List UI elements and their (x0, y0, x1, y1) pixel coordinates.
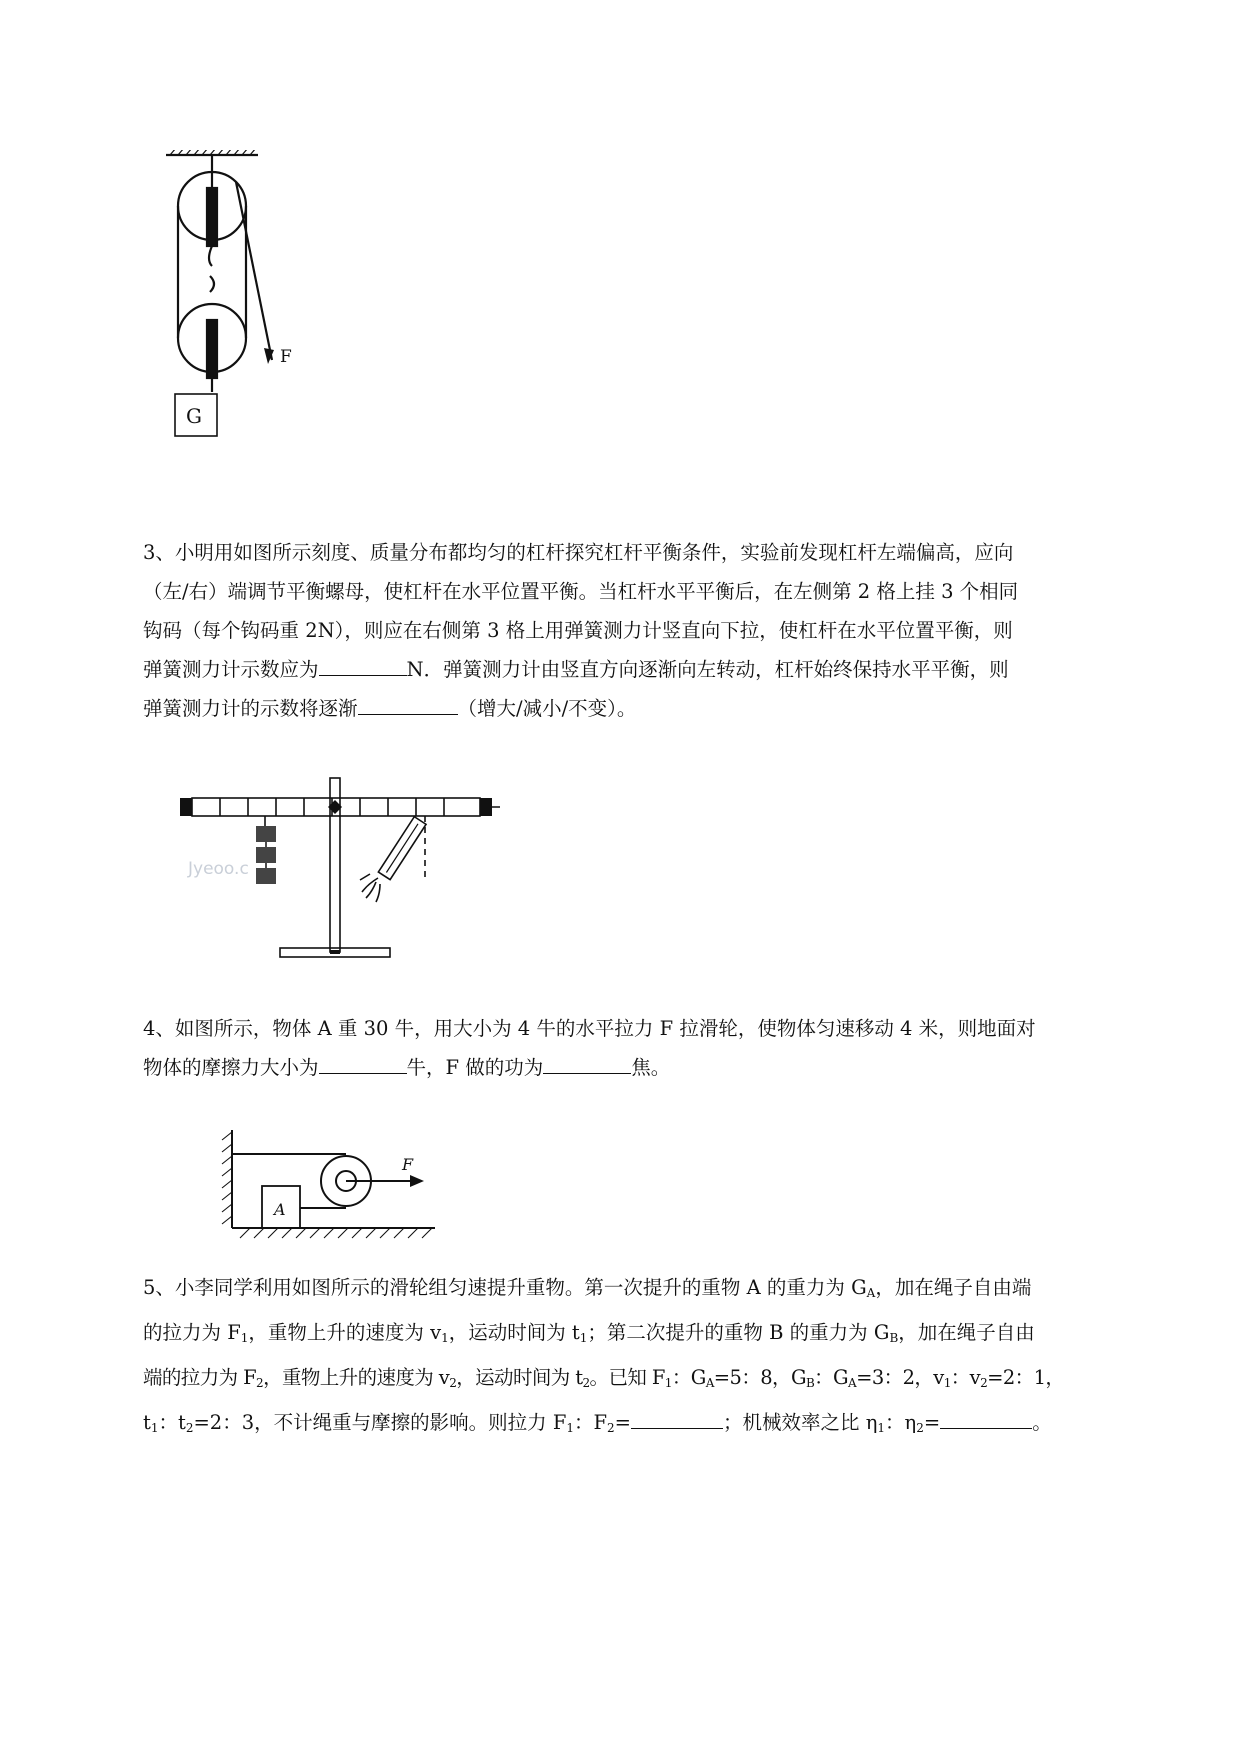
q3-line-1: 3、小明用如图所示刻度、质量分布都均匀的杠杆探究杠杆平衡条件，实验前发现杠杆左端偏高，应向 (143, 541, 1014, 564)
q3-line-5: 弹簧测力计的示数将逐渐 （增大/减小/不变）。 (143, 689, 1143, 728)
q5-line-3: 端的拉力为 $F_2$，重物上升的速度为 $v_2$，运动时间为 $t_2$。已知 $F_1$：$G_A=5$：8，$G_B$：$G_A=3$：2，$v_1$：$v_2=2$：1， (143, 1366, 1065, 1390)
answer-blank (319, 1051, 407, 1074)
lever-experiment-figure (180, 770, 530, 970)
question-5 (143, 1268, 1143, 1448)
q3-line-4: 弹簧测力计示数应为 N．弹簧测力计由竖直方向逐渐向左转动，杠杆始终保持水平平衡，则 (143, 650, 1143, 689)
answer-blank (543, 1051, 631, 1074)
q5-line-2: 的拉力为 $F_1$，重物上升的速度为 $v_1$，运动时间为 $t_1$；第二次提升的重物 B 的重力为 $G_B$，加在绳子自由 (143, 1321, 1035, 1345)
answer-blank (319, 653, 407, 676)
answer-blank (631, 1406, 723, 1429)
q5-line-4: $t_1$：$t_2=2$：3，不计绳重与摩擦的影响。则拉力 $F_1$：$F_2=$ ；机械效率之比 $\eta_1$：$\eta_2=$ 。 (143, 1403, 1143, 1448)
q3-line-2: （左/右）端调节平衡螺母，使杠杆在水平位置平衡。当杠杆水平平衡后，在左侧第 2 格上挂 3 个相同 (143, 580, 1019, 603)
horizontal-pulley-figure (220, 1120, 440, 1240)
q4-line-2: 物体的摩擦力大小为 牛，F 做的功为 焦。 (143, 1048, 1143, 1087)
answer-blank (358, 692, 458, 715)
horizontal-force-label: F (402, 1155, 414, 1174)
answer-blank (940, 1406, 1032, 1429)
question-4 (143, 1009, 1143, 1087)
q5-line-1: 5、小李同学利用如图所示的滑轮组匀速提升重物。第一次提升的重物 A 的重力为 $G_A$，加在绳子自由端 (143, 1276, 1032, 1300)
pulley-weight-label: G (186, 404, 202, 428)
q4-line-1: 4、如图所示，物体 A 重 30 牛，用大小为 4 牛的水平拉力 F 拉滑轮，使物体匀速移动 4 米，则地面对 (143, 1017, 1036, 1040)
block-a-label: A (274, 1200, 286, 1219)
q3-line-3: 钩码（每个钩码重 2N），则应在右侧第 3 格上用弹簧测力计竖直向下拉，使杠杆在水平位置平衡，则 (143, 619, 1013, 642)
pulley-system-figure (160, 150, 310, 495)
pulley-force-label: F (280, 347, 292, 367)
question-3 (143, 533, 1143, 728)
watermark: Jyeoo.c (188, 859, 249, 879)
